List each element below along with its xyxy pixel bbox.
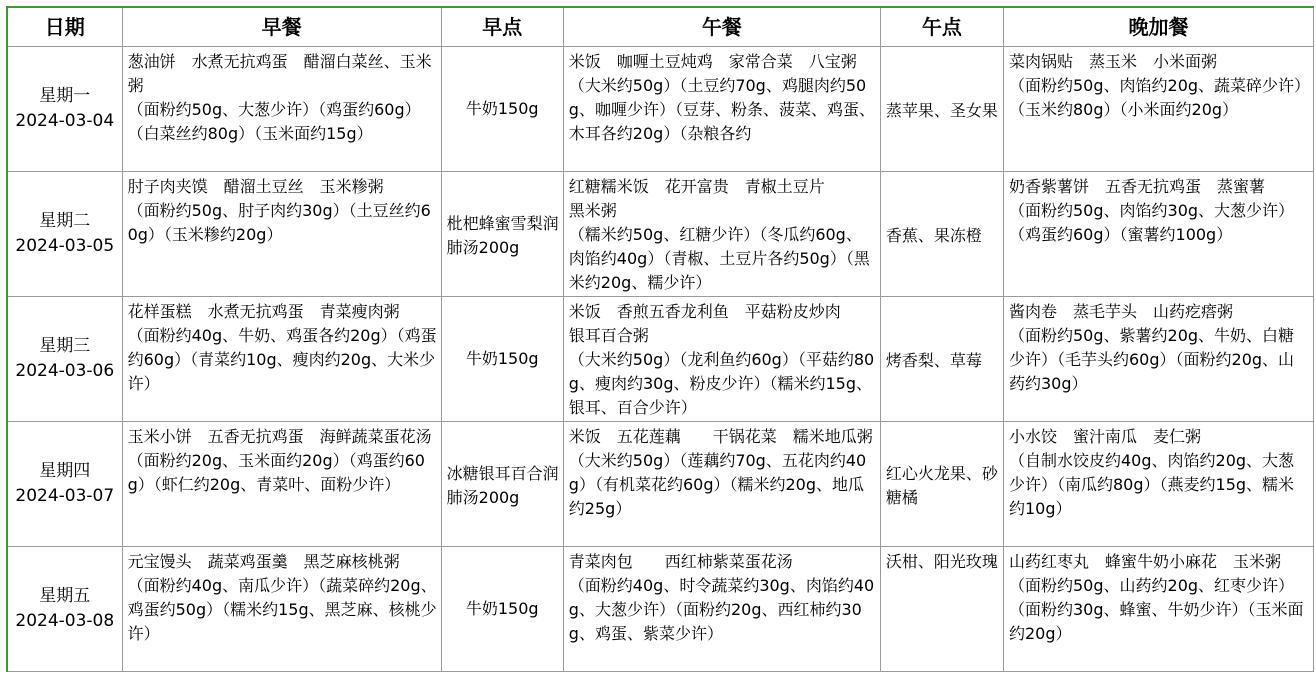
header-date: 日期 xyxy=(7,7,122,47)
breakfast-cell xyxy=(122,297,441,422)
table-row xyxy=(7,422,1314,547)
weekly-menu-table xyxy=(6,6,1314,672)
date-cell xyxy=(7,547,122,672)
header-breakfast: 早餐 xyxy=(122,7,441,47)
dinner-text: 酱肉卷 蒸毛芋头 山药疙瘩粥 （面粉约50g、紫薯约20g、牛奶、白糖少许）（毛芋头约60g）（面粉约20g、山药约30g） xyxy=(1009,302,1295,393)
morning-snack-text: 牛奶150g xyxy=(465,99,539,118)
table-header-row xyxy=(7,7,1314,47)
dinner-text: 菜肉锅贴 蒸玉米 小米面粥 （面粉约50g、肉馅约20g、蔬菜碎少许）（玉米约80g）（小米面约20g） xyxy=(1009,52,1303,119)
afternoon-snack-cell xyxy=(880,422,1003,547)
lunch-text: 米饭 五花莲藕 干锅花菜 糯米地瓜粥 （大米约50g）（莲藕约70g、五花肉约40g）（有机菜花约60g）（糯米约20g、地瓜约25g） xyxy=(568,427,873,518)
dinner-text: 小水饺 蜜汁南瓜 麦仁粥 （自制水饺皮约40g、肉馅约20g、大葱少许）（南瓜约80g）（燕麦约15g、糯米约10g） xyxy=(1009,427,1295,518)
date-label: 2024-03-05 xyxy=(15,236,115,256)
table-row xyxy=(7,547,1314,672)
afternoon-snack-cell xyxy=(880,547,1003,672)
dinner-cell xyxy=(1004,297,1314,422)
date-cell xyxy=(7,297,122,422)
breakfast-cell xyxy=(122,47,441,172)
date-label: 2024-03-07 xyxy=(15,486,115,506)
morning-snack-text: 冰糖银耳百合润肺汤200g xyxy=(446,463,559,507)
lunch-cell xyxy=(563,422,880,547)
weekday-label: 星期四 xyxy=(39,461,91,481)
date-cell xyxy=(7,172,122,297)
morning-snack-cell xyxy=(441,547,563,672)
header-afternoon-snack: 午点 xyxy=(880,7,1003,47)
date-cell xyxy=(7,422,122,547)
afternoon-snack-cell xyxy=(880,297,1003,422)
table-row xyxy=(7,172,1314,297)
breakfast-cell xyxy=(122,547,441,672)
lunch-cell xyxy=(563,547,880,672)
breakfast-text: 肘子肉夹馍 醋溜土豆丝 玉米糁粥 （面粉约50g、肘子肉约30g）（土豆丝约60g）（玉米糁约20g） xyxy=(127,177,431,244)
date-cell xyxy=(7,47,122,172)
dinner-cell xyxy=(1004,422,1314,547)
lunch-cell xyxy=(563,297,880,422)
breakfast-text: 玉米小饼 五香无抗鸡蛋 海鲜蔬菜蛋花汤 （面粉约20g、玉米面约20g）（鸡蛋约60g）（虾仁约20g、青菜叶、面粉少许） xyxy=(127,427,432,494)
morning-snack-cell xyxy=(441,297,563,422)
breakfast-cell xyxy=(122,172,441,297)
header-dinner: 晚加餐 xyxy=(1004,7,1314,47)
weekday-label: 星期二 xyxy=(39,211,91,231)
afternoon-snack-text: 烤香梨、草莓 xyxy=(885,350,982,370)
weekday-label: 星期一 xyxy=(39,86,91,106)
breakfast-text: 元宝馒头 蔬菜鸡蛋羹 黑芝麻核桃粥 （面粉约40g、南瓜少许）（蔬菜碎约20g、鸡蛋约50g）（糯米约15g、黑芝麻、核桃少许） xyxy=(127,552,437,643)
table-row xyxy=(7,297,1314,422)
afternoon-snack-text: 沃柑、阳光玫瑰 xyxy=(885,552,998,571)
afternoon-snack-cell xyxy=(880,172,1003,297)
header-morning-snack: 早点 xyxy=(441,7,563,47)
dinner-cell xyxy=(1004,47,1314,172)
breakfast-text: 花样蛋糕 水煮无抗鸡蛋 青菜瘦肉粥 （面粉约40g、牛奶、鸡蛋各约20g）（鸡蛋约60g）（青菜约10g、瘦肉约20g、大米少许） xyxy=(127,302,437,393)
table-row xyxy=(7,47,1314,172)
morning-snack-cell xyxy=(441,47,563,172)
morning-snack-text: 枇杷蜂蜜雪梨润肺汤200g xyxy=(446,213,559,257)
lunch-text: 米饭 香煎五香龙利鱼 平菇粉皮炒肉 银耳百合粥 （大米约50g）（龙利鱼约60g）（平菇约80g、瘦肉约30g、粉皮少许）（糯米约15g、银耳、百合少许） xyxy=(568,302,875,417)
afternoon-snack-text: 香蕉、果冻橙 xyxy=(885,225,982,245)
weekday-label: 星期五 xyxy=(39,586,91,606)
afternoon-snack-cell xyxy=(880,47,1003,172)
morning-snack-cell xyxy=(441,172,563,297)
lunch-text: 红糖糯米饭 花开富贵 青椒土豆片 黑米粥 （糯米约50g、红糖少许）（冬瓜约60g、肉馅约40g）（青椒、土豆片各约50g）（黑米约20g、糯少许） xyxy=(568,177,870,292)
weekday-label: 星期三 xyxy=(39,336,91,356)
lunch-cell xyxy=(563,47,880,172)
dinner-text: 山药红枣丸 蜂蜜牛奶小麻花 玉米粥 （面粉约50g、山药约20g、红枣少许）（面粉约30g、蜂蜜、牛奶少许）（玉米面约20g） xyxy=(1009,552,1304,643)
dinner-text: 奶香紫薯饼 五香无抗鸡蛋 蒸蜜薯 （面粉约50g、肉馅约30g、大葱少许）（鸡蛋约60g）（蜜薯约100g） xyxy=(1009,177,1295,244)
lunch-text: 青菜肉包 西红柿紫菜蛋花汤 （面粉约40g、时令蔬菜约30g、肉馅约40g、大葱少许）（面粉约20g、西红柿约30g、鸡蛋、紫菜少许） xyxy=(568,552,875,643)
morning-snack-text: 牛奶150g xyxy=(465,599,539,618)
breakfast-cell xyxy=(122,422,441,547)
morning-snack-cell xyxy=(441,422,563,547)
dinner-cell xyxy=(1004,547,1314,672)
breakfast-text: 葱油饼 水煮无抗鸡蛋 醋溜白菜丝、玉米粥 （面粉约50g、大葱少许）（鸡蛋约60g）（白菜丝约80g）（玉米面约15g） xyxy=(127,52,432,143)
lunch-text: 米饭 咖喱土豆炖鸡 家常合菜 八宝粥 （大米约50g）（土豆约70g、鸡腿肉约50g、咖喱少许）（豆芽、粉条、菠菜、鸡蛋、木耳各约20g）（杂粮各约 xyxy=(568,52,875,143)
morning-snack-text: 牛奶150g xyxy=(465,349,539,368)
header-lunch: 午餐 xyxy=(563,7,880,47)
date-label: 2024-03-04 xyxy=(15,111,115,131)
date-label: 2024-03-08 xyxy=(15,611,115,631)
lunch-cell xyxy=(563,172,880,297)
afternoon-snack-text: 红心火龙果、砂糖橘 xyxy=(885,463,998,507)
afternoon-snack-text: 蒸苹果、圣女果 xyxy=(885,100,998,120)
date-label: 2024-03-06 xyxy=(15,361,115,381)
dinner-cell xyxy=(1004,172,1314,297)
